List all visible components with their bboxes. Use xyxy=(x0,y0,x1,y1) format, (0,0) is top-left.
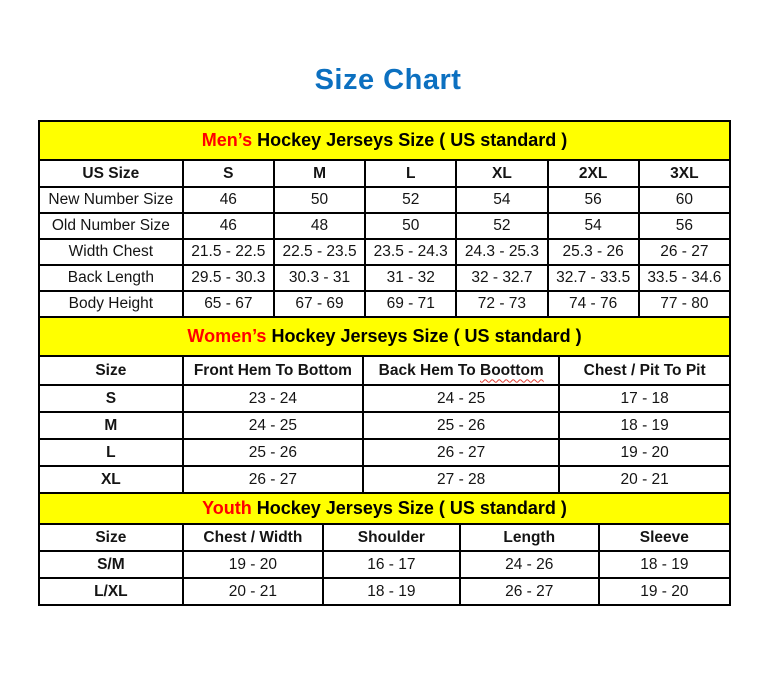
womens-size-cell: 26 - 27 xyxy=(183,466,363,493)
mens-table-row-3 xyxy=(39,265,730,291)
mens-column-header-5: 2XL xyxy=(548,160,639,187)
youth-column-header-2: Shoulder xyxy=(323,524,460,551)
mens-size-cell: 52 xyxy=(365,187,456,213)
mens-size-cell: 65 - 67 xyxy=(183,291,274,317)
womens-size-cell: 19 - 20 xyxy=(559,439,730,466)
mens-size-cell: 67 - 69 xyxy=(274,291,365,317)
youth-size-cell: 18 - 19 xyxy=(323,578,460,605)
womens-column-header-1: Front Hem To Bottom xyxy=(183,356,363,385)
youth-column-header-3: Length xyxy=(460,524,599,551)
mens-row-label: Body Height xyxy=(39,291,183,317)
mens-size-cell: 48 xyxy=(274,213,365,239)
youth-row-label: L/XL xyxy=(39,578,183,605)
mens-column-header-2: M xyxy=(274,160,365,187)
mens-size-cell: 33.5 - 34.6 xyxy=(639,265,730,291)
mens-row-label: Back Length xyxy=(39,265,183,291)
mens-size-cell: 56 xyxy=(639,213,730,239)
youth-size-cell: 19 - 20 xyxy=(599,578,730,605)
mens-section-title-highlight: Men’s xyxy=(201,130,253,150)
mens-size-cell: 22.5 - 23.5 xyxy=(274,239,365,265)
mens-size-cell: 50 xyxy=(274,187,365,213)
womens-table-row-0 xyxy=(39,385,730,412)
womens-table-row-2 xyxy=(39,439,730,466)
youth-section-title-highlight: Youth xyxy=(202,498,252,518)
mens-section-banner-row xyxy=(39,121,730,160)
womens-row-label: M xyxy=(39,412,183,439)
womens-size-cell: 26 - 27 xyxy=(363,439,559,466)
womens-size-cell: 23 - 24 xyxy=(183,385,363,412)
womens-row-label: L xyxy=(39,439,183,466)
youth-size-table xyxy=(38,492,731,606)
womens-size-cell: 20 - 21 xyxy=(559,466,730,493)
womens-size-cell: 27 - 28 xyxy=(363,466,559,493)
mens-size-cell: 26 - 27 xyxy=(639,239,730,265)
womens-section-title-text: Hockey Jerseys Size ( US standard ) xyxy=(266,326,582,346)
womens-table-row-3 xyxy=(39,466,730,493)
page-title: Size Chart xyxy=(314,64,462,96)
womens-column-header-3: Chest / Pit To Pit xyxy=(559,356,730,385)
youth-table-row-0 xyxy=(39,551,730,578)
womens-section-banner xyxy=(39,317,730,356)
youth-section-title-text: Hockey Jerseys Size ( US standard ) xyxy=(251,498,567,518)
mens-column-header-1: S xyxy=(183,160,274,187)
womens-size-cell: 25 - 26 xyxy=(363,412,559,439)
mens-row-label: Width Chest xyxy=(39,239,183,265)
mens-size-cell: 46 xyxy=(183,187,274,213)
womens-size-cell: 18 - 19 xyxy=(559,412,730,439)
youth-size-cell: 26 - 27 xyxy=(460,578,599,605)
mens-table-row-1 xyxy=(39,213,730,239)
youth-row-label: S/M xyxy=(39,551,183,578)
womens-section-banner-row xyxy=(39,317,730,356)
mens-size-cell: 60 xyxy=(639,187,730,213)
misspelled-word: Boottom xyxy=(480,361,544,379)
womens-size-cell: 17 - 18 xyxy=(559,385,730,412)
mens-column-header-0: US Size xyxy=(39,160,183,187)
youth-column-header-0: Size xyxy=(39,524,183,551)
womens-row-label: XL xyxy=(39,466,183,493)
mens-size-cell: 74 - 76 xyxy=(548,291,639,317)
mens-size-cell: 77 - 80 xyxy=(639,291,730,317)
mens-size-cell: 30.3 - 31 xyxy=(274,265,365,291)
mens-column-header-3: L xyxy=(365,160,456,187)
youth-size-cell: 18 - 19 xyxy=(599,551,730,578)
youth-header-row xyxy=(39,524,730,551)
mens-size-cell: 23.5 - 24.3 xyxy=(365,239,456,265)
mens-size-table xyxy=(38,120,731,318)
youth-column-header-4: Sleeve xyxy=(599,524,730,551)
mens-size-cell: 25.3 - 26 xyxy=(548,239,639,265)
womens-size-cell: 24 - 25 xyxy=(363,385,559,412)
mens-size-cell: 32.7 - 33.5 xyxy=(548,265,639,291)
mens-section-title-text: Hockey Jerseys Size ( US standard ) xyxy=(252,130,568,150)
mens-size-cell: 72 - 73 xyxy=(456,291,547,317)
womens-row-label: S xyxy=(39,385,183,412)
womens-size-table xyxy=(38,316,731,494)
youth-table-row-1 xyxy=(39,578,730,605)
mens-size-cell: 31 - 32 xyxy=(365,265,456,291)
mens-column-header-6: 3XL xyxy=(639,160,730,187)
womens-column-header-2: Back Hem To Boottom xyxy=(363,356,559,385)
womens-section-title-highlight: Women’s xyxy=(187,326,267,346)
youth-size-cell: 20 - 21 xyxy=(183,578,323,605)
size-tables xyxy=(38,120,731,606)
mens-table-row-4 xyxy=(39,291,730,317)
mens-row-label: Old Number Size xyxy=(39,213,183,239)
youth-size-cell: 24 - 26 xyxy=(460,551,599,578)
mens-column-header-4: XL xyxy=(456,160,547,187)
youth-section-banner-row xyxy=(39,493,730,524)
mens-size-cell: 46 xyxy=(183,213,274,239)
youth-size-cell: 16 - 17 xyxy=(323,551,460,578)
youth-column-header-1: Chest / Width xyxy=(183,524,323,551)
mens-size-cell: 69 - 71 xyxy=(365,291,456,317)
womens-table-row-1 xyxy=(39,412,730,439)
mens-size-cell: 24.3 - 25.3 xyxy=(456,239,547,265)
mens-size-cell: 32 - 32.7 xyxy=(456,265,547,291)
youth-size-cell: 19 - 20 xyxy=(183,551,323,578)
youth-section-banner xyxy=(39,493,730,524)
womens-column-header-0: Size xyxy=(39,356,183,385)
womens-size-cell: 25 - 26 xyxy=(183,439,363,466)
mens-size-cell: 56 xyxy=(548,187,639,213)
mens-table-row-0 xyxy=(39,187,730,213)
mens-table-row-2 xyxy=(39,239,730,265)
mens-size-cell: 50 xyxy=(365,213,456,239)
mens-header-row xyxy=(39,160,730,187)
mens-size-cell: 29.5 - 30.3 xyxy=(183,265,274,291)
mens-size-cell: 52 xyxy=(456,213,547,239)
mens-row-label: New Number Size xyxy=(39,187,183,213)
womens-size-cell: 24 - 25 xyxy=(183,412,363,439)
mens-size-cell: 54 xyxy=(548,213,639,239)
mens-section-banner xyxy=(39,121,730,160)
mens-size-cell: 54 xyxy=(456,187,547,213)
mens-size-cell: 21.5 - 22.5 xyxy=(183,239,274,265)
womens-header-row xyxy=(39,356,730,385)
